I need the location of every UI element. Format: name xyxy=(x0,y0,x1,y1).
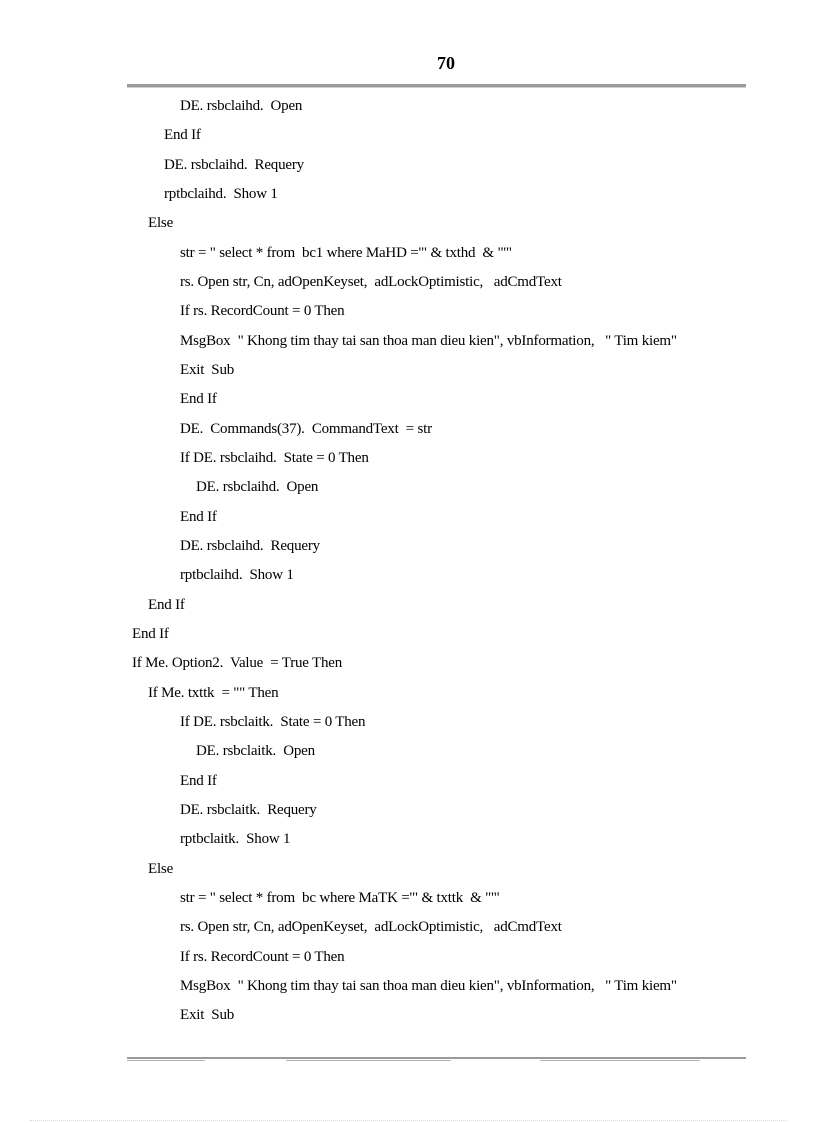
code-line: rptbclaihd. Show 1 xyxy=(164,186,278,202)
code-line: rptbclaihd. Show 1 xyxy=(180,567,294,583)
code-line: rs. Open str, Cn, adOpenKeyset, adLockOptimistic, adCmdText xyxy=(180,274,562,290)
code-line: End If xyxy=(180,391,217,407)
code-line: End If xyxy=(164,127,201,143)
code-line: If Me. Option2. Value = True Then xyxy=(132,655,343,671)
code-line: If DE. rsbclaitk. State = 0 Then xyxy=(180,714,366,730)
header-rule xyxy=(127,84,746,88)
footer-rule-segment xyxy=(540,1060,700,1061)
code-line: End If xyxy=(132,626,169,642)
code-line: str = " select * from bc1 where MaHD ='" & txthd & "'" xyxy=(180,245,512,261)
code-line: DE. rsbclaihd. Open xyxy=(196,479,319,495)
code-line: DE. rsbclaihd. Requery xyxy=(180,538,320,554)
code-line: Exit Sub xyxy=(180,362,235,378)
footer-rule-segment xyxy=(127,1060,205,1061)
code-line: DE. rsbclaihd. Open xyxy=(180,98,303,114)
code-line: If rs. RecordCount = 0 Then xyxy=(180,949,345,965)
code-line: Else xyxy=(148,861,174,877)
code-line: End If xyxy=(180,509,217,525)
code-line: If DE. rsbclaihd. State = 0 Then xyxy=(180,450,369,466)
code-line: DE. rsbclaitk. Open xyxy=(196,743,315,759)
page-edge-dotted-line xyxy=(30,1120,786,1121)
code-line: str = " select * from bc where MaTK ='" & txttk & "'" xyxy=(180,890,500,906)
code-line: Exit Sub xyxy=(180,1007,235,1023)
code-line: MsgBox " Khong tim thay tai san thoa man dieu kien", vbInformation, " Tim kiem" xyxy=(180,333,677,349)
code-line: End If xyxy=(180,773,217,789)
code-line: DE. rsbclaihd. Requery xyxy=(164,157,304,173)
footer-rule xyxy=(127,1057,746,1059)
code-line: DE. rsbclaitk. Requery xyxy=(180,802,317,818)
page-number: 70 xyxy=(437,53,455,73)
code-line: End If xyxy=(148,597,185,613)
code-line: Else xyxy=(148,215,174,231)
code-line: If Me. txttk = "" Then xyxy=(148,685,279,701)
code-line: MsgBox " Khong tim thay tai san thoa man dieu kien", vbInformation, " Tim kiem" xyxy=(180,978,677,994)
code-line: rptbclaitk. Show 1 xyxy=(180,831,291,847)
code-line: rs. Open str, Cn, adOpenKeyset, adLockOptimistic, adCmdText xyxy=(180,919,562,935)
code-line: DE. Commands(37). CommandText = str xyxy=(180,421,432,437)
footer-rule-segment xyxy=(286,1060,451,1061)
code-line: If rs. RecordCount = 0 Then xyxy=(180,303,345,319)
